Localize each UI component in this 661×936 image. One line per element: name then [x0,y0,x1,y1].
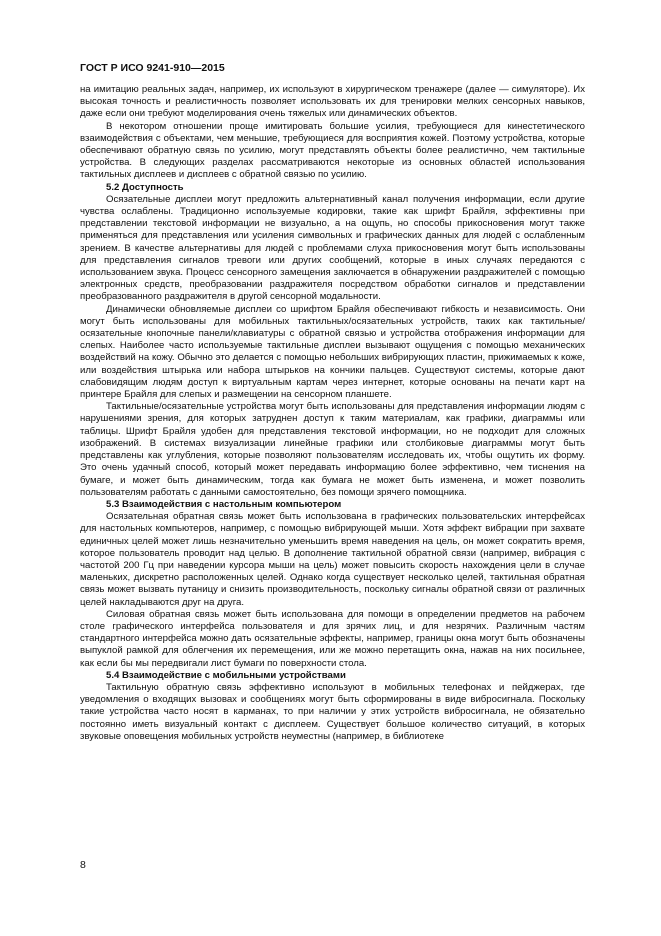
paragraph: Тактильные/осязательные устройства могут быть использованы для представления информации людям с нарушениями зрения, для которых затруднен доступ к таким материалам, как графики, диаграммы или таблицы. Шрифт Брайля удобен для представления текстовой информации, но не подходит для сложных изображений. В системах визуализации линейные графики или столбиковые диаграммы могут быть представлены как углубления, которые позволяют пользователям исследовать их, чтобы ощутить их форму. Это очень удачный способ, который может передавать информацию более эффективно, чем тиснения на бумаге, и может быть динамическим, тогда как бумага не может быть изменена, и может позволить пользователям работать с данными самостоятельно, без помощи зрячего помощника. [80,401,585,498]
paragraph: Динамически обновляемые дисплеи со шрифтом Брайля обеспечивают гибкость и независимость. Они могут быть использованы для мобильных тактильных/осязательных устройств, таких как тактильные/осязательные кнопочные панели/клавиатуры с обратной связью и устройства отображения информации для слепых. Наиболее часто используемые тактильные дисплеи вызывают ощущения с помощью механических воздействий на кожу. Обычно это делается с помощью небольших вибрирующих пластин, прижимаемых к коже, или воздействия штырька или набора штырьков на кончики пальцев. Существуют системы, которые дают слабовидящим людям доступ к виртуальным картам через интернет, которые основаны на печати карт на принтере Брайля для слепых и размещении на сенсорном планшете. [80,303,585,401]
section-heading-5-4: 5.4 Взаимодействие с мобильными устройствами [106,669,346,681]
page-number: 8 [80,859,86,871]
paragraph: на имитацию реальных задач, например, их используют в хирургическом тренажере (далее — симуляторе). Их высокая точность и реалистичность позволяет использовать их для тренировки мелких сенсорных навыков, даже если они требуют моделирования очень тяжелых или динамических объектов. [80,84,585,120]
section-heading-5-2: 5.2 Доступность [106,181,184,193]
document-header: ГОСТ Р ИСО 9241-910—2015 [80,62,225,74]
paragraph: Силовая обратная связь может быть использована для помощи в определении предметов на рабочем столе графического интерфейса пользователя и для зрячих лиц, и для незрячих. Различным частям стандартного интерфейса можно дать осязательные эффекты, например, границы окна могут быть обозначены выпуклой рамкой для облегчения их перемещения, или же можно перетащить окна, нажав на них посильнее, как если бы мы передвигали лист бумаги по поверхности стола. [80,608,585,669]
paragraph: Осязательная обратная связь может быть использована в графических пользовательских интерфейсах для настольных компьютеров, например, с помощью вибрирующей мыши. Хотя эффект вибрации при захвате единичных целей может лишь незначительно уменьшить время наведения на цель, он может сократить время, которое пользователь проводит над целью. В дополнение тактильной обратной связи (например, вибрация с частотой 200 Гц при наведении курсора мыши на цель) может повысить скорость нахождения цели в случае маленьких, дискретно расположенных целей. Однако когда существует несколько целей, тактильная обратная связь может вызвать путаницу и снизить производительность, поскольку сигналы обратной связи от различных целей накладываются друг на друга. [80,511,585,608]
paragraph: Тактильную обратную связь эффективно используют в мобильных телефонах и пейджерах, где уведомления о входящих вызовах и сообщениях могут быть сформированы в виде вибросигнала. Поскольку такие устройства часто носят в карманах, то при наличии у этих устройств вибросигнала, не обязательно постоянно иметь визуальный контакт с дисплеем. Существует большое количество ситуаций, в которых звуковые оповещения мобильных устройств неуместны (например, в библиотеке [80,681,585,742]
paragraph: В некотором отношении проще имитировать большие усилия, требующиеся для кинестетического взаимодействия с объектами, чем меньшие, требующиеся для восприятия кожей. Поэтому устройства, которые обеспечивают обратную связь по усилию, могут представлять объекты более реалистично, чем тактильные устройства. В следующих разделах рассматриваются некоторые из основных областей использования тактильных дисплеев и дисплеев с обратной связью по усилию. [80,120,585,181]
paragraph: Осязательные дисплеи могут предложить альтернативный канал получения информации, если другие чувства ослаблены. Традиционно используемые кодировки, такие как шрифт Брайля, эффективны при представлении текстовой информации не визуально, а на ощупь, но способы прикосновения могут также применяться для представления или усиления символьных и графических данных для людей с ослабленным зрением. В качестве альтернативы для людей с проблемами слуха прикосновения могут быть использованы для представления сигналов тревоги или других сообщений, которые в иных случаях передаются с использованием звука. Процесс сенсорного замещения заключается в обнаружении раздражителей с помощью электронных средств, преобразовании раздражителя посредством обработки сигналов и представлении преобразованного раздражителя в другой сенсорной модальности. [80,193,585,303]
document-body [80,84,585,743]
section-heading-5-3: 5.3 Взаимодействия с настольным компьютером [106,498,342,510]
